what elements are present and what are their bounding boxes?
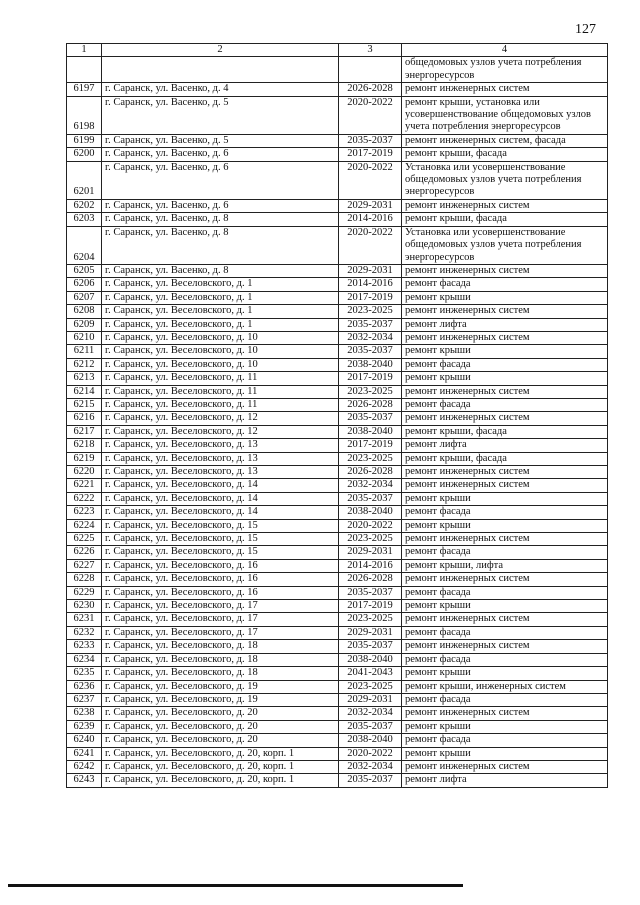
row-work-type: ремонт крыши, фасада <box>402 425 608 438</box>
table-row <box>67 613 608 626</box>
row-period: 2023-2025 <box>339 385 402 398</box>
row-address: г. Саранск, ул. Веселовского, д. 16 <box>102 573 339 586</box>
row-work-type: ремонт крыши, инженерных систем <box>402 680 608 693</box>
row-work-type: ремонт инженерных систем <box>402 331 608 344</box>
row-work-type: ремонт крыши <box>402 492 608 505</box>
row-work-type: ремонт крыши <box>402 291 608 304</box>
row-period: 2026-2028 <box>339 466 402 479</box>
row-period: 2035-2037 <box>339 720 402 733</box>
row-period: 2035-2037 <box>339 412 402 425</box>
row-work-type: ремонт инженерных систем <box>402 613 608 626</box>
row-work-type: ремонт инженерных систем <box>402 305 608 318</box>
row-period: 2020-2022 <box>339 96 402 134</box>
table-row <box>67 667 608 680</box>
row-period: 2026-2028 <box>339 573 402 586</box>
row-work-type: ремонт инженерных систем <box>402 479 608 492</box>
row-work-type: ремонт фасада <box>402 398 608 411</box>
row-number: 6225 <box>67 533 102 546</box>
row-address: г. Саранск, ул. Веселовского, д. 17 <box>102 626 339 639</box>
row-work-type: Установка или усовершенствование общедомовых узлов учета потребления энергоресурсов <box>402 161 608 199</box>
row-work-type: ремонт крыши <box>402 667 608 680</box>
row-address: г. Саранск, ул. Веселовского, д. 20 <box>102 720 339 733</box>
column-header-period: 3 <box>339 44 402 57</box>
row-address: г. Саранск, ул. Веселовского, д. 18 <box>102 667 339 680</box>
row-work-type: ремонт крыши, установка или усовершенствование общедомовых узлов учета потребления энергоресурсов <box>402 96 608 134</box>
row-period: 2017-2019 <box>339 600 402 613</box>
table-row <box>67 492 608 505</box>
table-row <box>67 398 608 411</box>
row-number: 6233 <box>67 640 102 653</box>
row-period: 2038-2040 <box>339 358 402 371</box>
table-row <box>67 199 608 212</box>
row-period: 2035-2037 <box>339 586 402 599</box>
row-work-type: ремонт крыши <box>402 372 608 385</box>
row-number: 6211 <box>67 345 102 358</box>
row-period: 2023-2025 <box>339 680 402 693</box>
row-work-type: ремонт крыши, лифта <box>402 559 608 572</box>
table-row <box>67 546 608 559</box>
row-work-type: ремонт фасада <box>402 626 608 639</box>
row-work-type: общедомовых узлов учета потребления энергоресурсов <box>402 57 608 83</box>
row-period: 2038-2040 <box>339 653 402 666</box>
row-address: г. Саранск, ул. Веселовского, д. 10 <box>102 331 339 344</box>
table-row <box>67 425 608 438</box>
table-row <box>67 452 608 465</box>
row-work-type: ремонт крыши <box>402 519 608 532</box>
table-row <box>67 278 608 291</box>
row-period: 2017-2019 <box>339 439 402 452</box>
row-number: 6207 <box>67 291 102 304</box>
table-row <box>67 161 608 199</box>
table-row <box>67 134 608 147</box>
table-row <box>67 626 608 639</box>
row-address: г. Саранск, ул. Веселовского, д. 1 <box>102 291 339 304</box>
row-work-type: ремонт фасада <box>402 586 608 599</box>
row-work-type: ремонт инженерных систем <box>402 83 608 96</box>
row-period: 2029-2031 <box>339 626 402 639</box>
row-work-type: ремонт крыши <box>402 345 608 358</box>
table-row <box>67 226 608 264</box>
page-number: 127 <box>575 22 596 37</box>
row-work-type: Установка или усовершенствование общедомовых узлов учета потребления энергоресурсов <box>402 226 608 264</box>
row-address: г. Саранск, ул. Веселовского, д. 1 <box>102 278 339 291</box>
row-period: 2038-2040 <box>339 425 402 438</box>
table-row <box>67 345 608 358</box>
row-work-type: ремонт фасада <box>402 546 608 559</box>
row-address: г. Саранск, ул. Веселовского, д. 18 <box>102 640 339 653</box>
row-period: 2020-2022 <box>339 519 402 532</box>
row-address: г. Саранск, ул. Васенко, д. 6 <box>102 199 339 212</box>
row-number: 6230 <box>67 600 102 613</box>
row-number: 6239 <box>67 720 102 733</box>
row-address: г. Саранск, ул. Веселовского, д. 11 <box>102 372 339 385</box>
table-row <box>67 439 608 452</box>
row-period: 2023-2025 <box>339 305 402 318</box>
row-number: 6240 <box>67 734 102 747</box>
row-address: г. Саранск, ул. Васенко, д. 6 <box>102 148 339 161</box>
table-row <box>67 305 608 318</box>
row-work-type: ремонт инженерных систем <box>402 412 608 425</box>
row-number <box>67 57 102 83</box>
row-address: г. Саранск, ул. Веселовского, д. 15 <box>102 546 339 559</box>
row-address: г. Саранск, ул. Веселовского, д. 18 <box>102 653 339 666</box>
row-address: г. Саранск, ул. Веселовского, д. 11 <box>102 398 339 411</box>
table-row <box>67 559 608 572</box>
row-address: г. Саранск, ул. Веселовского, д. 15 <box>102 533 339 546</box>
row-address: г. Саранск, ул. Васенко, д. 5 <box>102 134 339 147</box>
table-row <box>67 385 608 398</box>
row-work-type: ремонт инженерных систем <box>402 707 608 720</box>
row-address: г. Саранск, ул. Веселовского, д. 10 <box>102 345 339 358</box>
row-period: 2032-2034 <box>339 707 402 720</box>
table-row <box>67 640 608 653</box>
row-work-type: ремонт инженерных систем <box>402 199 608 212</box>
row-period: 2020-2022 <box>339 161 402 199</box>
row-number: 6201 <box>67 161 102 199</box>
row-period: 2032-2034 <box>339 479 402 492</box>
table-row <box>67 466 608 479</box>
row-address: г. Саранск, ул. Веселовского, д. 1 <box>102 305 339 318</box>
row-work-type: ремонт фасада <box>402 653 608 666</box>
row-period: 2017-2019 <box>339 291 402 304</box>
column-header-address: 2 <box>102 44 339 57</box>
row-address: г. Саранск, ул. Веселовского, д. 13 <box>102 439 339 452</box>
table-header <box>67 44 608 57</box>
row-address: г. Саранск, ул. Веселовского, д. 19 <box>102 680 339 693</box>
table-row <box>67 519 608 532</box>
row-number: 6205 <box>67 264 102 277</box>
row-period: 2035-2037 <box>339 345 402 358</box>
table-row <box>67 680 608 693</box>
table-row <box>67 586 608 599</box>
row-work-type: ремонт крыши <box>402 600 608 613</box>
row-number: 6202 <box>67 199 102 212</box>
row-address: г. Саранск, ул. Веселовского, д. 10 <box>102 358 339 371</box>
table-row <box>67 479 608 492</box>
row-number: 6219 <box>67 452 102 465</box>
column-header-number: 1 <box>67 44 102 57</box>
table-row <box>67 291 608 304</box>
row-period: 2023-2025 <box>339 533 402 546</box>
table-row <box>67 707 608 720</box>
row-address: г. Саранск, ул. Веселовского, д. 12 <box>102 425 339 438</box>
row-work-type: ремонт инженерных систем <box>402 573 608 586</box>
row-number: 6221 <box>67 479 102 492</box>
row-address: г. Саранск, ул. Васенко, д. 5 <box>102 96 339 134</box>
row-number: 6236 <box>67 680 102 693</box>
table-row <box>67 760 608 773</box>
row-number: 6199 <box>67 134 102 147</box>
row-number: 6210 <box>67 331 102 344</box>
row-number: 6197 <box>67 83 102 96</box>
row-address: г. Саранск, ул. Веселовского, д. 20 <box>102 734 339 747</box>
table-row <box>67 318 608 331</box>
row-address: г. Саранск, ул. Васенко, д. 4 <box>102 83 339 96</box>
row-period: 2041-2043 <box>339 667 402 680</box>
table-body <box>67 57 608 787</box>
row-period: 2014-2016 <box>339 213 402 226</box>
row-number: 6203 <box>67 213 102 226</box>
row-period: 2014-2016 <box>339 559 402 572</box>
row-period: 2029-2031 <box>339 546 402 559</box>
row-address <box>102 57 339 83</box>
table-row <box>67 653 608 666</box>
row-address: г. Саранск, ул. Васенко, д. 8 <box>102 226 339 264</box>
table-row <box>67 358 608 371</box>
row-number: 6212 <box>67 358 102 371</box>
row-number: 6214 <box>67 385 102 398</box>
row-work-type: ремонт инженерных систем <box>402 466 608 479</box>
row-address: г. Саранск, ул. Веселовского, д. 16 <box>102 586 339 599</box>
table-row <box>67 57 608 83</box>
row-number: 6222 <box>67 492 102 505</box>
row-period <box>339 57 402 83</box>
row-number: 6234 <box>67 653 102 666</box>
table-row <box>67 331 608 344</box>
header-row <box>67 44 608 57</box>
row-address: г. Саранск, ул. Веселовского, д. 17 <box>102 613 339 626</box>
row-period: 2035-2037 <box>339 318 402 331</box>
table-row <box>67 264 608 277</box>
table-row <box>67 506 608 519</box>
row-period: 2035-2037 <box>339 774 402 787</box>
row-period: 2017-2019 <box>339 148 402 161</box>
row-period: 2035-2037 <box>339 134 402 147</box>
row-period: 2035-2037 <box>339 640 402 653</box>
row-work-type: ремонт крыши, фасада <box>402 452 608 465</box>
row-address: г. Саранск, ул. Васенко, д. 6 <box>102 161 339 199</box>
row-number: 6243 <box>67 774 102 787</box>
row-period: 2032-2034 <box>339 331 402 344</box>
table-row <box>67 96 608 134</box>
row-period: 2038-2040 <box>339 506 402 519</box>
row-address: г. Саранск, ул. Веселовского, д. 13 <box>102 466 339 479</box>
row-period: 2017-2019 <box>339 372 402 385</box>
table-row <box>67 148 608 161</box>
table-row <box>67 573 608 586</box>
row-period: 2020-2022 <box>339 226 402 264</box>
row-number: 6217 <box>67 425 102 438</box>
row-work-type: ремонт крыши <box>402 747 608 760</box>
row-period: 2026-2028 <box>339 83 402 96</box>
row-work-type: ремонт инженерных систем <box>402 640 608 653</box>
row-address: г. Саранск, ул. Веселовского, д. 16 <box>102 559 339 572</box>
row-address: г. Саранск, ул. Веселовского, д. 13 <box>102 452 339 465</box>
table-row <box>67 734 608 747</box>
row-work-type: ремонт инженерных систем <box>402 760 608 773</box>
row-number: 6224 <box>67 519 102 532</box>
row-number: 6215 <box>67 398 102 411</box>
row-work-type: ремонт лифта <box>402 774 608 787</box>
row-work-type: ремонт инженерных систем, фасада <box>402 134 608 147</box>
table-row <box>67 533 608 546</box>
row-address: г. Саранск, ул. Васенко, д. 8 <box>102 213 339 226</box>
row-period: 2029-2031 <box>339 693 402 706</box>
row-number: 6227 <box>67 559 102 572</box>
row-address: г. Саранск, ул. Веселовского, д. 17 <box>102 600 339 613</box>
table-row <box>67 83 608 96</box>
row-work-type: ремонт фасада <box>402 278 608 291</box>
row-number: 6223 <box>67 506 102 519</box>
row-number: 6235 <box>67 667 102 680</box>
row-period: 2029-2031 <box>339 199 402 212</box>
row-period: 2035-2037 <box>339 492 402 505</box>
row-period: 2014-2016 <box>339 278 402 291</box>
row-work-type: ремонт крыши <box>402 720 608 733</box>
row-number: 6204 <box>67 226 102 264</box>
repair-schedule-table <box>66 43 608 788</box>
row-period: 2038-2040 <box>339 734 402 747</box>
row-number: 6229 <box>67 586 102 599</box>
row-work-type: ремонт крыши, фасада <box>402 148 608 161</box>
table-row <box>67 720 608 733</box>
row-number: 6209 <box>67 318 102 331</box>
row-number: 6218 <box>67 439 102 452</box>
row-number: 6237 <box>67 693 102 706</box>
row-work-type: ремонт фасада <box>402 734 608 747</box>
row-work-type: ремонт инженерных систем <box>402 385 608 398</box>
row-address: г. Саранск, ул. Веселовского, д. 12 <box>102 412 339 425</box>
table-row <box>67 693 608 706</box>
row-work-type: ремонт инженерных систем <box>402 533 608 546</box>
row-address: г. Саранск, ул. Веселовского, д. 15 <box>102 519 339 532</box>
row-number: 6206 <box>67 278 102 291</box>
row-address: г. Саранск, ул. Веселовского, д. 20, корп. 1 <box>102 774 339 787</box>
row-work-type: ремонт фасада <box>402 693 608 706</box>
row-number: 6198 <box>67 96 102 134</box>
row-number: 6238 <box>67 707 102 720</box>
row-address: г. Саранск, ул. Веселовского, д. 14 <box>102 479 339 492</box>
row-period: 2026-2028 <box>339 398 402 411</box>
row-period: 2023-2025 <box>339 613 402 626</box>
row-work-type: ремонт фасада <box>402 506 608 519</box>
row-number: 6231 <box>67 613 102 626</box>
row-address: г. Саранск, ул. Веселовского, д. 20 <box>102 707 339 720</box>
row-number: 6228 <box>67 573 102 586</box>
row-address: г. Саранск, ул. Веселовского, д. 20, корп. 1 <box>102 747 339 760</box>
table-row <box>67 747 608 760</box>
row-period: 2032-2034 <box>339 760 402 773</box>
row-number: 6200 <box>67 148 102 161</box>
row-period: 2023-2025 <box>339 452 402 465</box>
row-number: 6213 <box>67 372 102 385</box>
table-row <box>67 213 608 226</box>
row-number: 6232 <box>67 626 102 639</box>
row-period: 2020-2022 <box>339 747 402 760</box>
row-work-type: ремонт лифта <box>402 439 608 452</box>
row-address: г. Саранск, ул. Веселовского, д. 1 <box>102 318 339 331</box>
row-number: 6208 <box>67 305 102 318</box>
row-address: г. Саранск, ул. Веселовского, д. 14 <box>102 506 339 519</box>
row-work-type: ремонт инженерных систем <box>402 264 608 277</box>
row-address: г. Саранск, ул. Веселовского, д. 14 <box>102 492 339 505</box>
row-work-type: ремонт фасада <box>402 358 608 371</box>
row-address: г. Саранск, ул. Веселовского, д. 20, корп. 1 <box>102 760 339 773</box>
row-period: 2029-2031 <box>339 264 402 277</box>
footer-rule <box>8 884 463 887</box>
row-work-type: ремонт крыши, фасада <box>402 213 608 226</box>
column-header-work: 4 <box>402 44 608 57</box>
table-row <box>67 412 608 425</box>
row-address: г. Саранск, ул. Веселовского, д. 19 <box>102 693 339 706</box>
row-work-type: ремонт лифта <box>402 318 608 331</box>
row-number: 6242 <box>67 760 102 773</box>
row-address: г. Саранск, ул. Веселовского, д. 11 <box>102 385 339 398</box>
table-row <box>67 600 608 613</box>
row-number: 6241 <box>67 747 102 760</box>
row-address: г. Саранск, ул. Васенко, д. 8 <box>102 264 339 277</box>
row-number: 6226 <box>67 546 102 559</box>
row-number: 6220 <box>67 466 102 479</box>
table-row <box>67 774 608 787</box>
row-number: 6216 <box>67 412 102 425</box>
table-row <box>67 372 608 385</box>
